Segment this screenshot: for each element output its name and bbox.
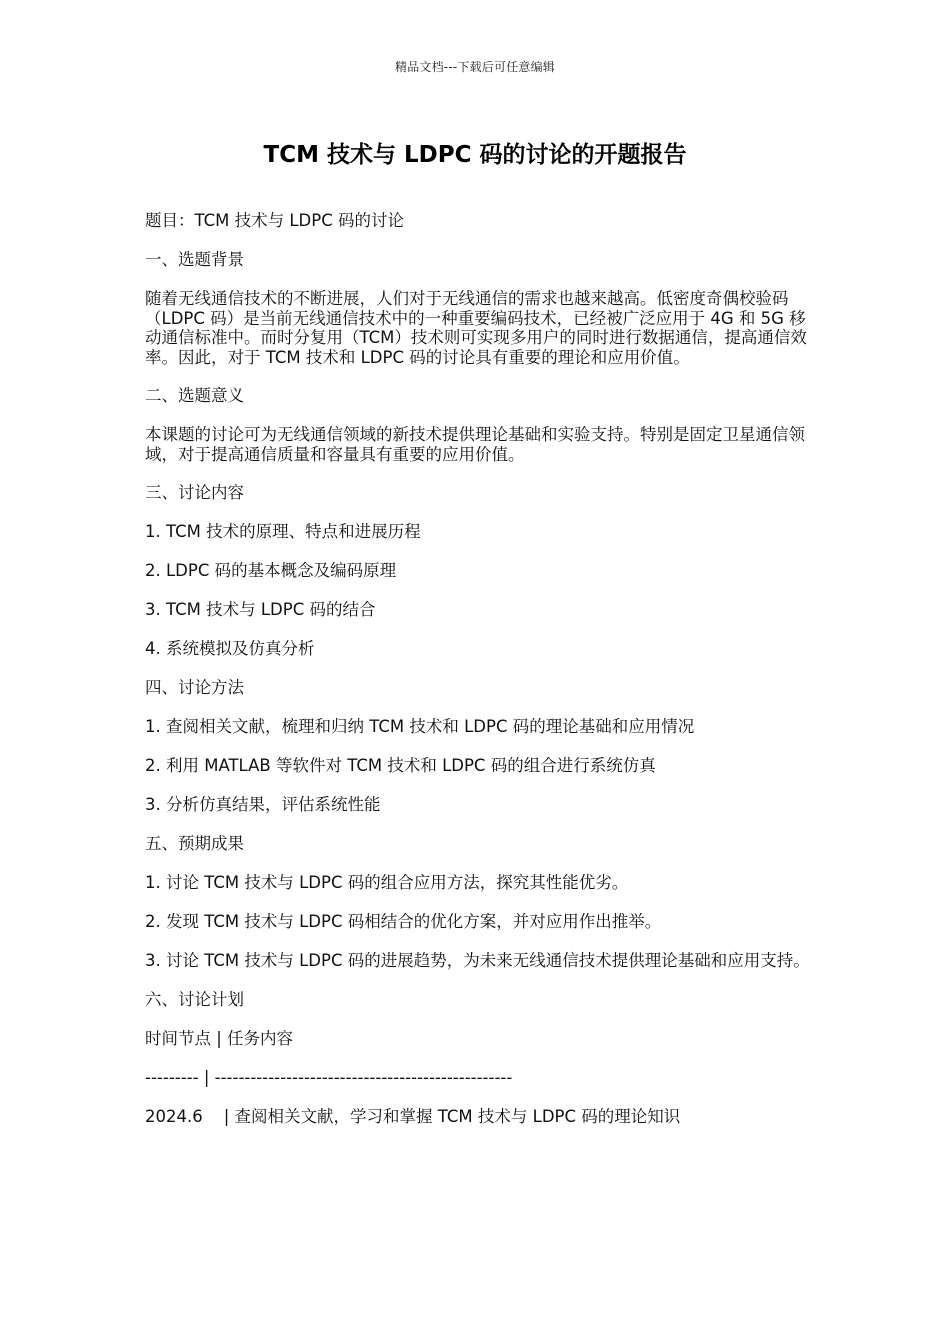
section-heading-method: 四、讨论方法	[145, 678, 244, 697]
topic-line: 题目：TCM 技术与 LDPC 码的讨论	[145, 211, 404, 230]
section-heading-outcomes: 五、预期成果	[145, 834, 244, 853]
outcome-item-1: 1. 讨论 TCM 技术与 LDPC 码的组合应用方法，探究其性能优劣。	[145, 873, 629, 892]
outcome-item-2: 2. 发现 TCM 技术与 LDPC 码相结合的优化方案，并对应用作出推举。	[145, 912, 662, 931]
plan-table-row: 2024.6 | 查阅相关文献，学习和掌握 TCM 技术与 LDPC 码的理论知识	[145, 1106, 681, 1126]
header-note: 精品文档---下载后可任意编辑	[395, 60, 555, 74]
document-body	[145, 211, 810, 1146]
section-heading-plan: 六、讨论计划	[145, 989, 244, 1009]
section-heading-background: 一、选题背景	[145, 250, 244, 269]
section-heading-content: 三、讨论内容	[145, 483, 244, 502]
method-item-2: 2. 利用 MATLAB 等软件对 TCM 技术和 LDPC 码的组合进行系统仿真	[145, 756, 656, 775]
content-item-2: 2. LDPC 码的基本概念及编码原理	[145, 561, 397, 580]
method-item-1: 1. 查阅相关文献，梳理和归纳 TCM 技术和 LDPC 码的理论基础和应用情况	[145, 717, 695, 736]
background-paragraph: 随着无线通信技术的不断进展，人们对于无线通信的需求也越来越高。低密度奇偶校验码（LDPC 码）是当前无线通信技术中的一种重要编码技术，已经被广泛应用于 4G 和 5G 移动通信标准中。而时分复用（TCM）技术则可实现多用户的同时进行数据通信，提高通信效率。因此，对于 TCM 技术和 LDPC 码的讨论具有重要的理论和应用价值。	[145, 289, 807, 367]
content-item-1: 1. TCM 技术的原理、特点和进展历程	[145, 522, 421, 541]
plan-table-separator: --------- | --------------------------------------------------	[145, 1067, 513, 1087]
content-item-4: 4. 系统模拟及仿真分析	[145, 639, 315, 658]
method-item-3: 3. 分析仿真结果，评估系统性能	[145, 795, 381, 814]
section-heading-significance: 二、选题意义	[145, 386, 244, 405]
plan-table-header: 时间节点 | 任务内容	[145, 1028, 294, 1048]
outcome-item-3: 3. 讨论 TCM 技术与 LDPC 码的进展趋势，为未来无线通信技术提供理论基础和应用支持。	[145, 951, 810, 970]
significance-paragraph: 本课题的讨论可为无线通信领域的新技术提供理论基础和实验支持。特别是固定卫星通信领域，对于提高通信质量和容量具有重要的应用价值。	[145, 425, 805, 464]
document-title: TCM 技术与 LDPC 码的讨论的开题报告	[263, 142, 687, 168]
content-item-3: 3. TCM 技术与 LDPC 码的结合	[145, 600, 376, 619]
